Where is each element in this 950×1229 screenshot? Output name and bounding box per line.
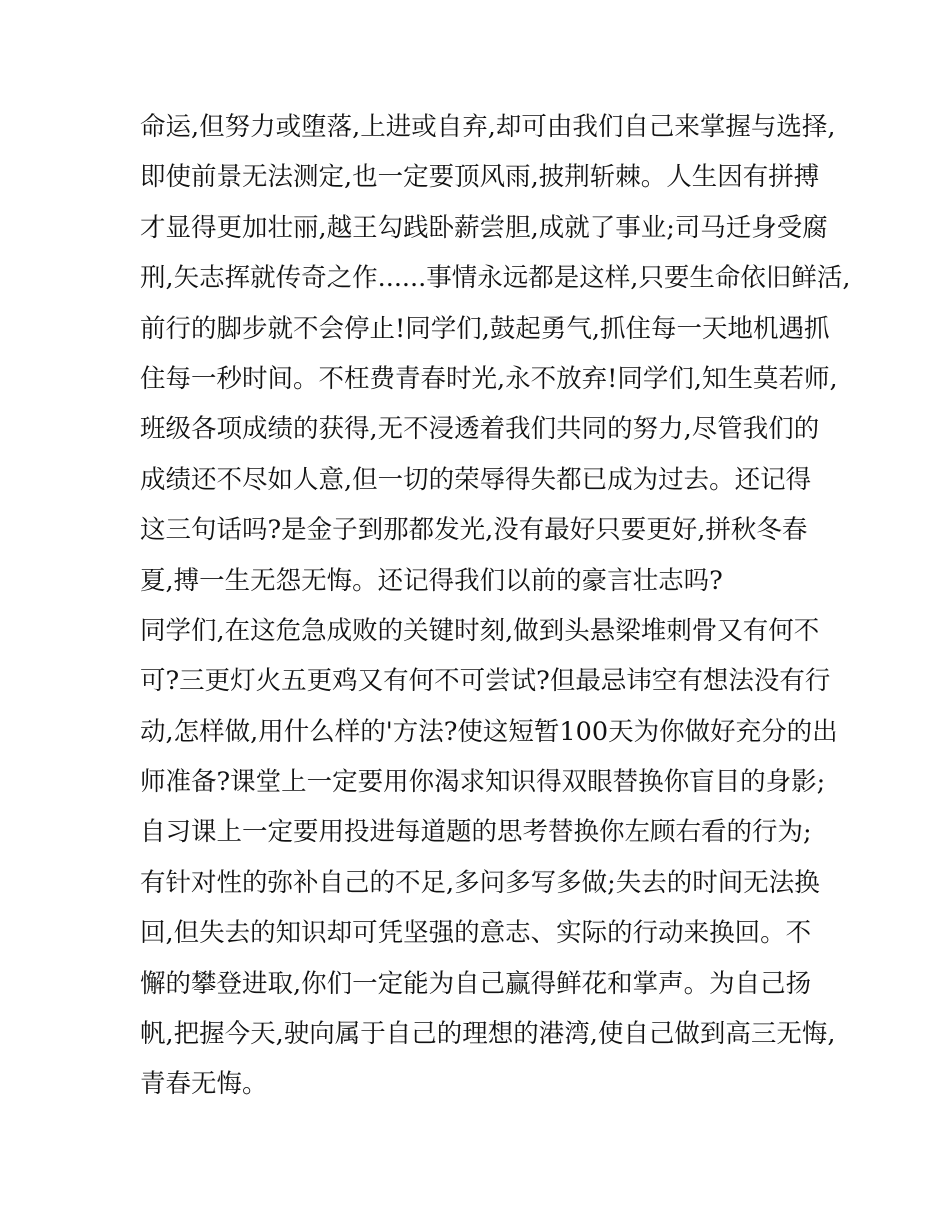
text-line: 懈的攀登进取,你们一定能为自己赢得鲜花和掌声。为自己扬	[140, 968, 812, 999]
text-line: 成绩还不尽如人意,但一切的荣辱得失都已成为过去。还记得	[140, 464, 812, 495]
text-line: 师准备?课堂上一定要用你渴求知识得双眼替换你盲目的身影;	[140, 767, 826, 798]
text-line: 这三句话吗?是金子到那都发光,没有最好只要更好,拼秋冬春	[140, 515, 808, 546]
text-line: 才显得更加壮丽,越王勾践卧薪尝胆,成就了事业;司马迁身受腐	[140, 212, 828, 243]
text-line: 同学们,在这危急成败的关键时刻,做到头悬梁堆刺骨又有何不	[140, 615, 820, 646]
document-body	[140, 102, 851, 1110]
text-line: 刑,矢志挥就传奇之作......事情永远都是这样,只要生命依旧鲜活,	[140, 263, 851, 294]
text-line: 命运,但努力或堕落,上进或自弃,却可由我们自己来掌握与选择,	[140, 112, 836, 142]
text-line: 夏,搏一生无怨无悔。还记得我们以前的豪言壮志吗?	[140, 565, 723, 596]
text-line: 有针对性的弥补自己的不足,多问多写多做;失去的时间无法换	[140, 867, 820, 898]
text-line: 班级各项成绩的获得,无不浸透着我们共同的努力,尽管我们的	[140, 414, 820, 445]
text-line: 动,怎样做,用什么样的'方法?使这短暂100天为你做好充分的出	[140, 716, 838, 747]
text-line: 前行的脚步就不会停止!同学们,鼓起勇气,抓住每一天地机遇抓	[140, 313, 830, 344]
text-line: 住每一秒时间。不枉费青春时光,永不放弃!同学们,知生莫若师,	[140, 363, 838, 394]
text-line: 即使前景无法测定,也一定要顶风雨,披荆斩棘。人生因有拼搏	[140, 162, 820, 193]
text-line: 自习课上一定要用投进每道题的思考替换你左顾右看的行为;	[140, 817, 812, 848]
text-line: 帆,把握今天,驶向属于自己的理想的港湾,使自己做到高三无悔,	[140, 1019, 836, 1050]
text-line: 回,但失去的知识却可凭坚强的意志、实际的行动来换回。不	[140, 918, 812, 949]
text-line: 青春无悔。	[140, 1069, 268, 1100]
text-line: 可?三更灯火五更鸡又有何不可尝试?但最忌讳空有想法没有行	[140, 666, 831, 697]
